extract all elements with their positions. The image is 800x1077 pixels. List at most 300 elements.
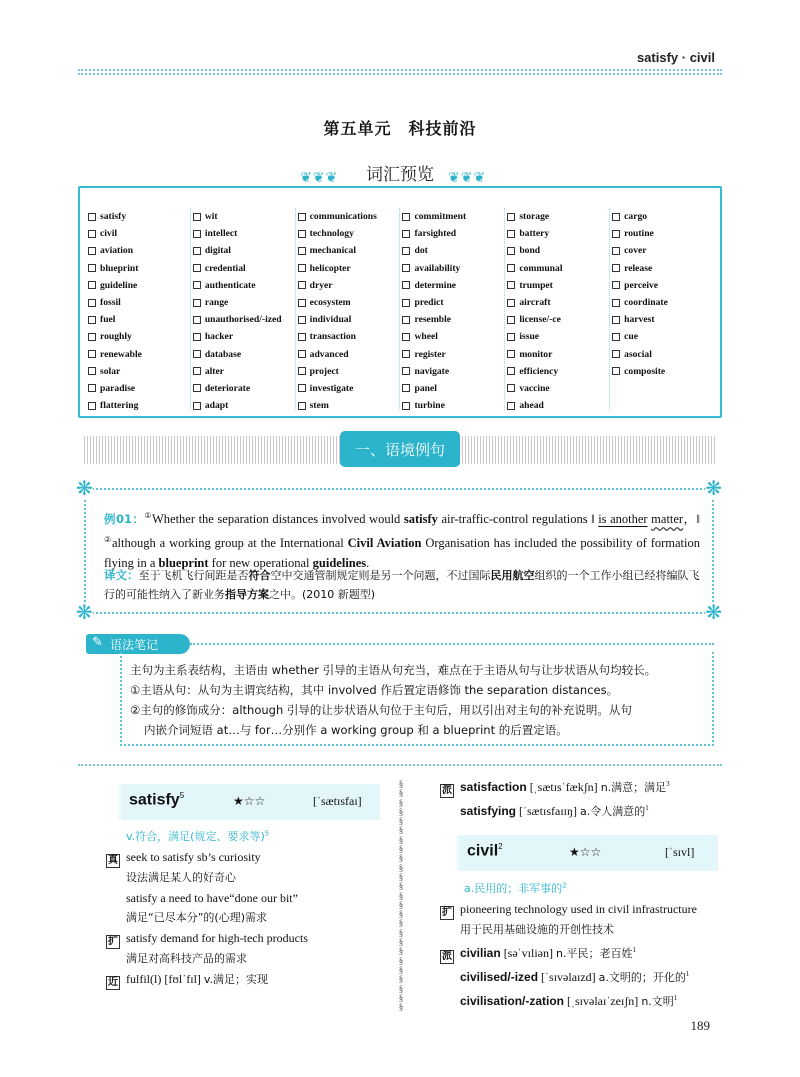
- derived-def: n.平民；老百姓: [556, 947, 633, 960]
- checkbox-icon[interactable]: [298, 230, 306, 238]
- checkbox-icon[interactable]: [402, 230, 410, 238]
- civil-entry-body: [440, 899, 730, 1012]
- checkbox-icon[interactable]: [402, 281, 410, 289]
- checkbox-icon[interactable]: [298, 264, 306, 272]
- checkbox-icon[interactable]: [402, 299, 410, 307]
- checkbox-icon[interactable]: [88, 247, 96, 255]
- checkbox-icon[interactable]: [298, 384, 306, 392]
- grammar-line: ②主句的修饰成分：although 引导的让步状语从句位于主句后，用以引出对主句的补充说明。从句: [130, 703, 632, 717]
- vocab-word: aviation: [100, 245, 134, 257]
- corner-ornament-icon: ❋: [705, 602, 722, 624]
- vocab-item[interactable]: [88, 397, 190, 414]
- sentence-part: .: [366, 556, 370, 571]
- checkbox-icon[interactable]: [612, 281, 620, 289]
- vocab-item[interactable]: [402, 397, 504, 414]
- vocab-item[interactable]: [507, 260, 609, 277]
- example-cn: 满足对高科技产品的需求: [126, 952, 247, 965]
- checkbox-icon[interactable]: [507, 316, 515, 324]
- vocab-word: release: [624, 262, 653, 274]
- vocab-item[interactable]: [507, 208, 609, 225]
- vocab-item[interactable]: [402, 242, 504, 259]
- vocab-word: routine: [624, 228, 654, 240]
- phonetic: [ˌsɪvəlaɪˈzeɪʃn]: [567, 994, 639, 1008]
- vocab-word: efficiency: [519, 365, 559, 377]
- vocab-item[interactable]: [402, 311, 504, 328]
- vocab-word: cue: [624, 331, 638, 343]
- vocab-word: harvest: [624, 314, 655, 326]
- vocab-item[interactable]: [402, 225, 504, 242]
- vocab-item[interactable]: [298, 311, 400, 328]
- satisfy-derivatives: [440, 774, 730, 822]
- vocab-word: hacker: [204, 331, 234, 343]
- vocab-word: asocial: [624, 348, 652, 360]
- vocab-word: aircraft: [519, 297, 551, 309]
- page-number: 189: [690, 1018, 710, 1033]
- grammar-tab-label: 语法笔记: [110, 637, 159, 652]
- checkbox-icon[interactable]: [612, 333, 620, 341]
- vocab-column: [86, 208, 191, 410]
- grammar-rule: [190, 643, 714, 645]
- vocab-word: guideline: [100, 279, 138, 291]
- vocab-item[interactable]: [298, 277, 400, 294]
- section-title: 一、语境例句: [340, 431, 460, 467]
- vocab-word: ecosystem: [309, 297, 351, 309]
- checkbox-icon[interactable]: [193, 316, 201, 324]
- vocab-word: wheel: [414, 331, 438, 343]
- vocab-column: [296, 208, 401, 410]
- example-box: [76, 478, 722, 624]
- checkbox-icon[interactable]: [507, 213, 515, 221]
- vocab-item[interactable]: [402, 328, 504, 345]
- vocab-word: commitment: [414, 211, 467, 223]
- checkbox-icon[interactable]: [193, 264, 201, 272]
- vocab-word: issue: [519, 331, 540, 343]
- vocab-word: dot: [414, 245, 428, 257]
- sentence-part: air-traffic-control regulations ‖: [437, 512, 599, 527]
- example-cn: 用于民用基础设施的开创性技术: [460, 923, 614, 936]
- vocab-word: panel: [414, 382, 437, 394]
- definition: a.民用的；非军事的$^2$: [464, 881, 567, 895]
- vocab-columns: [86, 208, 714, 410]
- vocab-item[interactable]: [88, 260, 190, 277]
- vocab-word: investigate: [309, 382, 354, 394]
- vocab-item[interactable]: [88, 328, 190, 345]
- keyword: guidelines: [312, 556, 367, 571]
- grammar-line: ①主语从句：从句为主谓宾结构，其中 involved 作后置定语修饰 the separation distances。: [130, 683, 619, 697]
- phonetic: [səˈvɪliən]: [503, 946, 553, 960]
- headword-bar-satisfy: [118, 784, 380, 820]
- checkbox-icon[interactable]: [298, 350, 306, 358]
- checkbox-icon[interactable]: [612, 247, 620, 255]
- phonetic: [ˈsɪvl]: [665, 845, 695, 859]
- checkbox-icon[interactable]: [88, 299, 96, 307]
- vocab-item[interactable]: [402, 260, 504, 277]
- checkbox-icon[interactable]: [88, 281, 96, 289]
- pen-icon: ✎: [92, 635, 103, 650]
- vocab-item[interactable]: [507, 294, 609, 311]
- vocab-word: individual: [309, 314, 352, 326]
- checkbox-icon[interactable]: [612, 230, 620, 238]
- vocab-word: fossil: [100, 297, 121, 309]
- vocab-word: blueprint: [100, 262, 139, 274]
- keyword: 符合: [248, 569, 271, 582]
- frequency: 3: [666, 780, 670, 788]
- column-divider: § § § § § § § § § § § § § § § § § § § § § § § § §: [398, 780, 404, 1012]
- clause-marker: ①: [144, 511, 152, 520]
- keyword: satisfy: [403, 512, 438, 527]
- vocab-word: deteriorate: [204, 382, 251, 394]
- checkbox-icon[interactable]: [88, 316, 96, 324]
- vocab-word: dryer: [309, 279, 333, 291]
- vocab-word: alter: [204, 365, 225, 377]
- checkbox-icon[interactable]: [402, 350, 410, 358]
- vocab-word: turbine: [414, 400, 445, 412]
- vocab-item[interactable]: [507, 328, 609, 345]
- difficulty-stars: ★☆☆: [569, 845, 602, 859]
- sentence-part: for new operational: [208, 556, 313, 571]
- vocab-word: communications: [309, 211, 377, 223]
- entry-examples: [106, 847, 396, 990]
- checkbox-icon[interactable]: [88, 402, 96, 410]
- derived-def: n.文明: [641, 995, 674, 1008]
- checkbox-icon[interactable]: [298, 213, 306, 221]
- vocab-item[interactable]: [298, 380, 400, 397]
- vocab-word: bond: [519, 245, 541, 257]
- unit-title: 第五单元 科技前沿: [323, 119, 477, 138]
- example-en: satisfy a need to have“done our bit”: [126, 891, 298, 905]
- derived-word: civilian: [460, 946, 501, 960]
- checkbox-icon[interactable]: [402, 316, 410, 324]
- vocab-item[interactable]: [193, 328, 295, 345]
- vocab-item[interactable]: [402, 294, 504, 311]
- vocab-item[interactable]: [193, 397, 295, 414]
- checkbox-icon[interactable]: [402, 384, 410, 392]
- example-en: seek to satisfy sb’s curiosity: [126, 850, 261, 864]
- example-translation: [104, 566, 700, 604]
- checkbox-icon[interactable]: [507, 299, 515, 307]
- vocab-item[interactable]: [612, 225, 714, 242]
- checkbox-icon[interactable]: [193, 247, 201, 255]
- vocab-item[interactable]: [193, 277, 295, 294]
- vocab-item[interactable]: [193, 346, 295, 363]
- checkbox-icon[interactable]: [402, 213, 410, 221]
- vocab-word: navigate: [414, 365, 450, 377]
- vocab-word: range: [204, 297, 229, 309]
- vocab-word: database: [204, 348, 242, 360]
- vocab-word: project: [309, 365, 339, 377]
- vocab-word: register: [414, 348, 446, 360]
- vocab-item[interactable]: [193, 311, 295, 328]
- vocab-item[interactable]: [298, 363, 400, 380]
- vocab-word: mechanical: [309, 245, 357, 257]
- keyword: blueprint: [158, 556, 209, 571]
- vocab-item[interactable]: [507, 242, 609, 259]
- checkbox-icon[interactable]: [612, 264, 620, 272]
- derived-word: satisfying: [460, 804, 517, 818]
- example-sentence: [104, 506, 700, 574]
- checkbox-icon[interactable]: [402, 402, 410, 410]
- difficulty-stars: ★☆☆: [233, 794, 266, 808]
- vocab-word: trumpet: [519, 279, 553, 291]
- checkbox-icon[interactable]: [88, 213, 96, 221]
- checkbox-icon[interactable]: [507, 367, 515, 375]
- grammar-line: 主句为主系表结构，主语由 whether 引导的主语从句充当，难点在于主语从句与让步状语从句均较长。: [130, 663, 657, 677]
- grammar-notes-tab: [86, 634, 190, 654]
- tag-derivative: 派: [442, 951, 452, 962]
- checkbox-icon[interactable]: [88, 350, 96, 358]
- vocab-item[interactable]: [612, 346, 714, 363]
- vocab-item[interactable]: [507, 277, 609, 294]
- underlined-part: is another: [598, 512, 648, 527]
- derived-word: civilisation/-zation: [460, 994, 565, 1008]
- checkbox-icon[interactable]: [507, 264, 515, 272]
- frequency: 1: [645, 804, 649, 812]
- checkbox-icon[interactable]: [612, 350, 620, 358]
- sentence-part: although a working group at the International: [111, 535, 348, 550]
- vocab-word: determine: [414, 279, 457, 291]
- corner-ornament-icon: ❋: [705, 478, 722, 500]
- checkbox-icon[interactable]: [402, 367, 410, 375]
- checkbox-icon[interactable]: [612, 213, 620, 221]
- sentence-part: ，‖: [683, 512, 701, 527]
- vocab-item[interactable]: [402, 363, 504, 380]
- checkbox-icon[interactable]: [612, 299, 620, 307]
- vocab-item[interactable]: [88, 208, 190, 225]
- vocab-word: renewable: [100, 348, 142, 360]
- checkbox-icon[interactable]: [88, 264, 96, 272]
- vocab-word: communal: [519, 262, 563, 274]
- vocab-item[interactable]: [298, 294, 400, 311]
- vocab-item[interactable]: [402, 380, 504, 397]
- derived-def: n.满意；满足: [600, 781, 667, 794]
- ornament-right-icon: ❦❦❦: [448, 171, 487, 186]
- vocab-item[interactable]: [402, 346, 504, 363]
- vocab-item[interactable]: [193, 208, 295, 225]
- frequency: 1: [685, 970, 690, 978]
- vocab-item[interactable]: [193, 260, 295, 277]
- vocab-word: cover: [624, 245, 647, 257]
- vocab-item[interactable]: [298, 225, 400, 242]
- vocab-item[interactable]: [298, 397, 400, 414]
- vocab-word: availability: [414, 262, 461, 274]
- vocab-item[interactable]: [612, 277, 714, 294]
- checkbox-icon[interactable]: [88, 384, 96, 392]
- vocab-word: monitor: [519, 348, 553, 360]
- vocab-word: solar: [100, 365, 121, 377]
- checkbox-icon[interactable]: [298, 402, 306, 410]
- grammar-notes-text: [130, 660, 706, 740]
- frequency: 1: [673, 994, 678, 1002]
- vocab-item[interactable]: [612, 260, 714, 277]
- vocab-word: predict: [414, 297, 444, 309]
- vocab-word: paradise: [100, 382, 136, 394]
- vocab-item[interactable]: [193, 380, 295, 397]
- vocab-word: ahead: [519, 400, 544, 412]
- translation-label: 译文：: [104, 568, 139, 582]
- running-head: satisfy · civil: [636, 50, 715, 65]
- example-label: 例01：: [104, 512, 145, 527]
- example-en: satisfy demand for high-tech products: [126, 931, 308, 945]
- vocab-word: storage: [519, 211, 550, 223]
- vocab-preview-box: [78, 186, 722, 418]
- vocab-item[interactable]: [298, 208, 400, 225]
- vocab-item[interactable]: [88, 225, 190, 242]
- vocab-item[interactable]: [507, 397, 609, 414]
- checkbox-icon[interactable]: [507, 384, 515, 392]
- grammar-line: 内嵌介词短语 at…与 for…分别作 a working group 和 a blueprint 的后置定语。: [144, 723, 568, 737]
- synonym-def: v.满足；实现: [203, 973, 269, 986]
- derived-word: civilised/-ized: [460, 970, 539, 984]
- vocab-word: resemble: [414, 314, 452, 326]
- vocab-item[interactable]: [507, 346, 609, 363]
- vocab-word: fuel: [100, 314, 116, 326]
- vocab-item[interactable]: [507, 225, 609, 242]
- derived-def: a.文明的；开化的: [598, 971, 686, 984]
- vocab-word: helicopter: [309, 262, 351, 274]
- vocab-word: adapt: [204, 400, 229, 412]
- vocab-word: stem: [309, 400, 329, 412]
- checkbox-icon[interactable]: [88, 230, 96, 238]
- checkbox-icon[interactable]: [193, 384, 201, 392]
- checkbox-icon[interactable]: [612, 367, 620, 375]
- vocab-item[interactable]: [612, 294, 714, 311]
- vocab-item[interactable]: [88, 346, 190, 363]
- checkbox-icon[interactable]: [193, 367, 201, 375]
- checkbox-icon[interactable]: [507, 402, 515, 410]
- vocab-word: digital: [204, 245, 231, 257]
- tag-extend: 扩: [442, 907, 452, 918]
- checkbox-icon[interactable]: [298, 247, 306, 255]
- vocab-item[interactable]: [507, 311, 609, 328]
- vocab-item[interactable]: [88, 363, 190, 380]
- vocab-word: authenticate: [204, 279, 256, 291]
- translation-part: 之中。(2010 新题型): [269, 588, 376, 601]
- checkbox-icon[interactable]: [507, 247, 515, 255]
- vocab-item[interactable]: [507, 363, 609, 380]
- vocab-item[interactable]: [298, 328, 400, 345]
- vocab-item[interactable]: [507, 380, 609, 397]
- vocab-item[interactable]: [88, 294, 190, 311]
- vocab-item[interactable]: [193, 363, 295, 380]
- checkbox-icon[interactable]: [298, 299, 306, 307]
- ornament-left-icon: ❦❦❦: [300, 171, 339, 186]
- underlined-part: matter: [651, 512, 684, 527]
- checkbox-icon[interactable]: [298, 281, 306, 289]
- sentence-part: Organisation has included the possibility of formation flying in a: [104, 535, 700, 571]
- keyword: 民用航空: [490, 569, 535, 582]
- checkbox-icon[interactable]: [298, 316, 306, 324]
- vocab-word: battery: [519, 228, 550, 240]
- vocab-item[interactable]: [612, 208, 714, 225]
- vocab-item[interactable]: [298, 242, 400, 259]
- tag-extend: 扩: [108, 936, 118, 947]
- keyword: 指导方案: [225, 588, 269, 601]
- vocab-item[interactable]: [612, 363, 714, 380]
- checkbox-icon[interactable]: [193, 299, 201, 307]
- vocab-word: flattering: [100, 400, 139, 412]
- checkbox-icon[interactable]: [193, 402, 201, 410]
- vocab-item[interactable]: [402, 277, 504, 294]
- phonetic: [ˈsætɪsfaɪ]: [313, 794, 362, 808]
- vocab-column: [610, 208, 714, 410]
- vocab-word: advanced: [309, 348, 349, 360]
- keyword: Civil Aviation: [347, 535, 422, 550]
- frequency: 1: [632, 946, 636, 954]
- vocab-word: vaccine: [519, 382, 550, 394]
- checkbox-icon[interactable]: [298, 333, 306, 341]
- vocab-column: [505, 208, 610, 410]
- checkbox-icon[interactable]: [402, 247, 410, 255]
- vocab-item[interactable]: [193, 294, 295, 311]
- vocab-item[interactable]: [402, 208, 504, 225]
- section-divider: [78, 764, 722, 766]
- checkbox-icon[interactable]: [193, 333, 201, 341]
- translation-part: 至于飞机飞行间距是否: [138, 569, 249, 582]
- vocab-item[interactable]: [193, 225, 295, 242]
- synonym-word: fulfil(l): [126, 972, 162, 986]
- corner-ornament-icon: ❋: [76, 478, 93, 500]
- checkbox-icon[interactable]: [402, 333, 410, 341]
- vocab-item[interactable]: [612, 328, 714, 345]
- vocab-item[interactable]: [612, 311, 714, 328]
- checkbox-icon[interactable]: [193, 230, 201, 238]
- checkbox-icon[interactable]: [193, 213, 201, 221]
- headword: civil$^2$: [467, 842, 503, 860]
- vocab-item[interactable]: [298, 346, 400, 363]
- headword: satisfy$^5$: [129, 791, 185, 809]
- checkbox-icon[interactable]: [88, 333, 96, 341]
- tag-derivative: 派: [442, 785, 452, 796]
- checkbox-icon[interactable]: [193, 281, 201, 289]
- vocab-word: roughly: [100, 331, 132, 343]
- checkbox-icon[interactable]: [507, 230, 515, 238]
- header-rule: [78, 69, 722, 75]
- sentence-part: Whether the separation distances involved would: [151, 512, 404, 527]
- headword-bar-civil: [456, 835, 718, 871]
- phonetic: [fʊlˈfɪl]: [164, 972, 201, 986]
- vocab-word: license/-ce: [519, 314, 561, 326]
- vocab-word: unauthorised/-ized: [204, 314, 282, 326]
- vocab-item[interactable]: [88, 242, 190, 259]
- vocab-item[interactable]: [612, 242, 714, 259]
- derived-word: satisfaction: [460, 780, 527, 794]
- vocab-word: civil: [100, 228, 118, 240]
- vocab-word: farsighted: [414, 228, 457, 240]
- vocab-word: intellect: [204, 228, 238, 240]
- checkbox-icon[interactable]: [298, 367, 306, 375]
- vocab-item[interactable]: [298, 260, 400, 277]
- vocab-word: technology: [309, 228, 354, 240]
- vocab-word: coordinate: [624, 297, 668, 309]
- checkbox-icon[interactable]: [193, 350, 201, 358]
- checkbox-icon[interactable]: [88, 367, 96, 375]
- translation-part: 空中交通管制规定则是另一个问题，不过国际: [270, 569, 491, 582]
- vocab-item[interactable]: [88, 277, 190, 294]
- checkbox-icon[interactable]: [507, 350, 515, 358]
- vocab-item[interactable]: [88, 311, 190, 328]
- example-cn: 设法满足某人的好奇心: [126, 871, 236, 884]
- vocab-item[interactable]: [193, 242, 295, 259]
- checkbox-icon[interactable]: [507, 281, 515, 289]
- vocab-word: perceive: [624, 279, 659, 291]
- checkbox-icon[interactable]: [612, 316, 620, 324]
- checkbox-icon[interactable]: [507, 333, 515, 341]
- phonetic: [ˈsɪvəlaɪzd]: [541, 970, 596, 984]
- vocab-item[interactable]: [88, 380, 190, 397]
- checkbox-icon[interactable]: [402, 264, 410, 272]
- vocab-word: credential: [204, 262, 246, 274]
- tag-synonym: 近: [108, 977, 118, 988]
